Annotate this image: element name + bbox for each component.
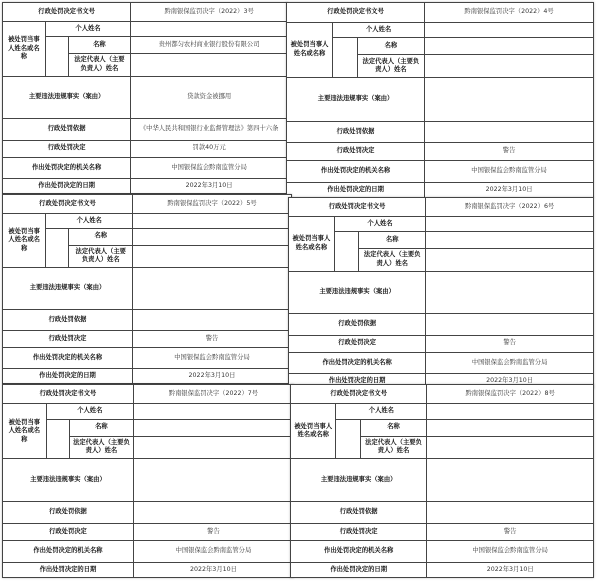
unit-label [45, 37, 68, 76]
basis-value [133, 310, 292, 331]
basis-label: 行政处罚依据 [287, 121, 425, 143]
org-name-row [3, 37, 288, 54]
individual-label: 个人姓名 [334, 217, 425, 232]
date-row [291, 562, 594, 577]
authority-label: 作出处罚决定的机关名称 [3, 348, 133, 369]
facts-value: 贷款资金被挪用 [131, 76, 288, 119]
individual-value [133, 213, 292, 228]
legal-rep-label: 法定代表人（主要负责人）姓名 [69, 436, 133, 458]
penalty-card-6 [290, 384, 594, 578]
org-name-row [291, 419, 594, 436]
party-label: 被处罚当事人姓名或名称 [289, 217, 335, 271]
decision-value: 罚款40万元 [131, 140, 288, 157]
basis-value: 《中华人民共和国银行业监督管理法》第四十六条 [131, 119, 288, 140]
party-label: 被处罚当事人姓名或名称 [287, 22, 333, 77]
org-name-value [133, 228, 292, 245]
date-value: 2022年3月10日 [133, 369, 292, 384]
authority-row [3, 157, 288, 178]
authority-value: 中国银保监会黔南监管分局 [427, 541, 594, 563]
doc-no-label: 行政处罚决定书文号 [287, 3, 425, 23]
basis-row [287, 121, 594, 143]
authority-value: 中国银保监会黔南监管分局 [133, 541, 293, 563]
facts-row [3, 267, 292, 309]
basis-row [291, 502, 594, 524]
decision-value: 警告 [133, 331, 292, 348]
decision-value: 警告 [426, 335, 594, 352]
unit-label [333, 37, 358, 77]
doc-no-row [3, 195, 292, 214]
individual-label: 个人姓名 [46, 213, 133, 228]
authority-label: 作出处罚决定的机关名称 [287, 160, 425, 182]
individual-value [131, 22, 288, 37]
individual-value [133, 404, 293, 419]
penalty-card-2 [286, 2, 594, 198]
doc-no-label: 行政处罚决定书文号 [3, 385, 134, 404]
legal-rep-value [133, 245, 292, 267]
org-name-row [287, 37, 594, 54]
legal-rep-label: 法定代表人（主要负责人）姓名 [357, 55, 425, 77]
facts-label: 主要违法违规事实（案由） [3, 267, 133, 309]
facts-label: 主要违法违规事实（案由） [289, 271, 426, 314]
individual-row [291, 404, 594, 419]
penalty-card-4 [288, 197, 594, 389]
facts-value [133, 459, 293, 502]
decision-row [287, 143, 594, 160]
individual-label: 个人姓名 [45, 22, 130, 37]
doc-no-row [289, 198, 594, 217]
legal-rep-value [425, 55, 594, 77]
party-label: 被处罚当事人姓名或名称 [3, 22, 46, 76]
decision-label: 行政处罚决定 [3, 140, 131, 157]
org-name-row [3, 419, 294, 436]
decision-label: 行政处罚决定 [287, 143, 425, 160]
org-name-value: 贵州都匀农村商业银行股份有限公司 [131, 37, 288, 54]
date-row [3, 562, 294, 577]
authority-label: 作出处罚决定的机关名称 [3, 157, 131, 178]
org-name-value [133, 419, 293, 436]
facts-label: 主要违法违规事实（案由） [291, 459, 427, 502]
org-name-label: 名称 [360, 419, 427, 436]
decision-label: 行政处罚决定 [291, 523, 427, 540]
individual-label: 个人姓名 [333, 22, 425, 37]
basis-row [289, 314, 594, 335]
authority-value: 中国银保监会黔南监管分局 [426, 352, 594, 373]
decision-value: 警告 [425, 143, 594, 160]
org-name-label: 名称 [69, 228, 133, 245]
authority-label: 作出处罚决定的机关名称 [289, 352, 426, 373]
doc-no-value: 黔南银保监罚决字（2022）4号 [425, 3, 594, 23]
doc-no-label: 行政处罚决定书文号 [289, 198, 426, 217]
org-name-row [3, 228, 292, 245]
authority-row [291, 541, 594, 563]
doc-no-value: 黔南银保监罚决字（2022）6号 [426, 198, 594, 217]
authority-row [289, 352, 594, 373]
decision-row [3, 331, 292, 348]
decision-row [291, 523, 594, 540]
individual-label: 个人姓名 [46, 404, 133, 419]
date-label: 作出处罚决定的日期 [3, 562, 134, 577]
facts-row [289, 271, 594, 314]
basis-row [3, 502, 294, 524]
authority-row [3, 541, 294, 563]
unit-label [46, 228, 69, 267]
basis-label: 行政处罚依据 [289, 314, 426, 335]
basis-label: 行政处罚依据 [3, 502, 134, 524]
date-label: 作出处罚决定的日期 [3, 369, 133, 384]
individual-value [425, 22, 594, 37]
facts-row [3, 76, 288, 119]
facts-label: 主要违法违规事实（案由） [287, 77, 425, 121]
org-name-value [427, 419, 594, 436]
doc-no-value: 黔南银保监罚决字（2022）7号 [133, 385, 293, 404]
authority-row [287, 160, 594, 182]
party-label: 被处罚当事人姓名或名称 [3, 213, 46, 267]
legal-rep-label: 法定代表人（主要负责人）姓名 [360, 436, 427, 458]
basis-label: 行政处罚依据 [291, 502, 427, 524]
penalty-card-5 [2, 384, 294, 578]
individual-value [427, 404, 594, 419]
basis-label: 行政处罚依据 [3, 310, 133, 331]
decision-value: 警告 [133, 523, 293, 540]
doc-no-label: 行政处罚决定书文号 [3, 3, 131, 22]
date-label: 作出处罚决定的日期 [287, 182, 425, 197]
party-label: 被处罚当事人姓名或名称 [291, 404, 336, 459]
basis-row [3, 119, 288, 140]
authority-value: 中国银保监会黔南监管分局 [425, 160, 594, 182]
date-label: 作出处罚决定的日期 [289, 374, 426, 389]
unit-label [334, 232, 358, 271]
facts-value [427, 459, 594, 502]
doc-no-label: 行政处罚决定书文号 [3, 195, 133, 214]
individual-row [3, 22, 288, 37]
basis-value [427, 502, 594, 524]
legal-rep-value [426, 249, 594, 271]
authority-value: 中国银保监会黔南监管分局 [133, 348, 292, 369]
decision-label: 行政处罚决定 [3, 523, 134, 540]
decision-value: 警告 [427, 523, 594, 540]
individual-row [287, 22, 594, 37]
decision-label: 行政处罚决定 [3, 331, 133, 348]
decision-row [289, 335, 594, 352]
authority-value: 中国银保监会黔南监管分局 [131, 157, 288, 178]
org-name-label: 名称 [357, 37, 425, 54]
doc-no-row [3, 3, 288, 22]
date-row [3, 179, 288, 194]
doc-no-row [287, 3, 594, 23]
individual-label: 个人姓名 [336, 404, 427, 419]
penalty-table [2, 2, 288, 194]
basis-value [426, 314, 594, 335]
basis-value [425, 121, 594, 143]
doc-no-row [291, 385, 594, 404]
decision-row [3, 523, 294, 540]
doc-no-label: 行政处罚决定书文号 [291, 385, 427, 404]
date-value: 2022年3月10日 [131, 179, 288, 194]
org-name-label: 名称 [68, 37, 131, 54]
date-value: 2022年3月10日 [425, 182, 594, 197]
facts-value [425, 77, 594, 121]
authority-label: 作出处罚决定的机关名称 [3, 541, 134, 563]
legal-rep-label: 法定代表人（主要负责人）姓名 [68, 54, 131, 76]
authority-row [3, 348, 292, 369]
legal-rep-value [427, 436, 594, 458]
legal-rep-label: 法定代表人（主要负责人）姓名 [359, 249, 426, 271]
org-name-row [289, 232, 594, 249]
legal-rep-value [131, 54, 288, 76]
penalty-card-3 [2, 194, 292, 384]
facts-label: 主要违法违规事实（案由） [3, 76, 131, 119]
penalty-table [2, 194, 292, 384]
authority-label: 作出处罚决定的机关名称 [291, 541, 427, 563]
penalty-table [290, 384, 594, 578]
basis-label: 行政处罚依据 [3, 119, 131, 140]
org-name-value [426, 232, 594, 249]
basis-row [3, 310, 292, 331]
legal-rep-label: 法定代表人（主要负责人）姓名 [69, 245, 133, 267]
individual-row [3, 213, 292, 228]
decision-row [3, 140, 288, 157]
date-value: 2022年3月10日 [426, 374, 594, 389]
date-label: 作出处罚决定的日期 [291, 562, 427, 577]
org-name-value [425, 37, 594, 54]
individual-value [426, 217, 594, 232]
individual-row [3, 404, 294, 419]
facts-label: 主要违法违规事实（案由） [3, 459, 134, 502]
unit-label [336, 419, 360, 459]
facts-value [426, 271, 594, 314]
doc-no-value: 黔南银保监罚决字（2022）8号 [427, 385, 594, 404]
individual-row [289, 217, 594, 232]
doc-no-value: 黔南银保监罚决字（2022）3号 [131, 3, 288, 22]
facts-row [287, 77, 594, 121]
date-value: 2022年3月10日 [133, 562, 293, 577]
facts-row [3, 459, 294, 502]
doc-no-value: 黔南银保监罚决字（2022）5号 [133, 195, 292, 214]
party-label: 被处罚当事人姓名或名称 [3, 404, 47, 459]
date-value: 2022年3月10日 [427, 562, 594, 577]
date-row [287, 182, 594, 197]
facts-row [291, 459, 594, 502]
org-name-label: 名称 [69, 419, 133, 436]
date-label: 作出处罚决定的日期 [3, 179, 131, 194]
penalty-table [286, 2, 594, 198]
org-name-label: 名称 [359, 232, 426, 249]
decision-label: 行政处罚决定 [289, 335, 426, 352]
unit-label [46, 419, 69, 459]
facts-value [133, 267, 292, 309]
doc-no-row [3, 385, 294, 404]
date-row [3, 369, 292, 384]
penalty-table [288, 197, 594, 389]
penalty-card-1 [2, 2, 288, 194]
legal-rep-value [133, 436, 293, 458]
basis-value [133, 502, 293, 524]
penalty-table [2, 384, 294, 578]
